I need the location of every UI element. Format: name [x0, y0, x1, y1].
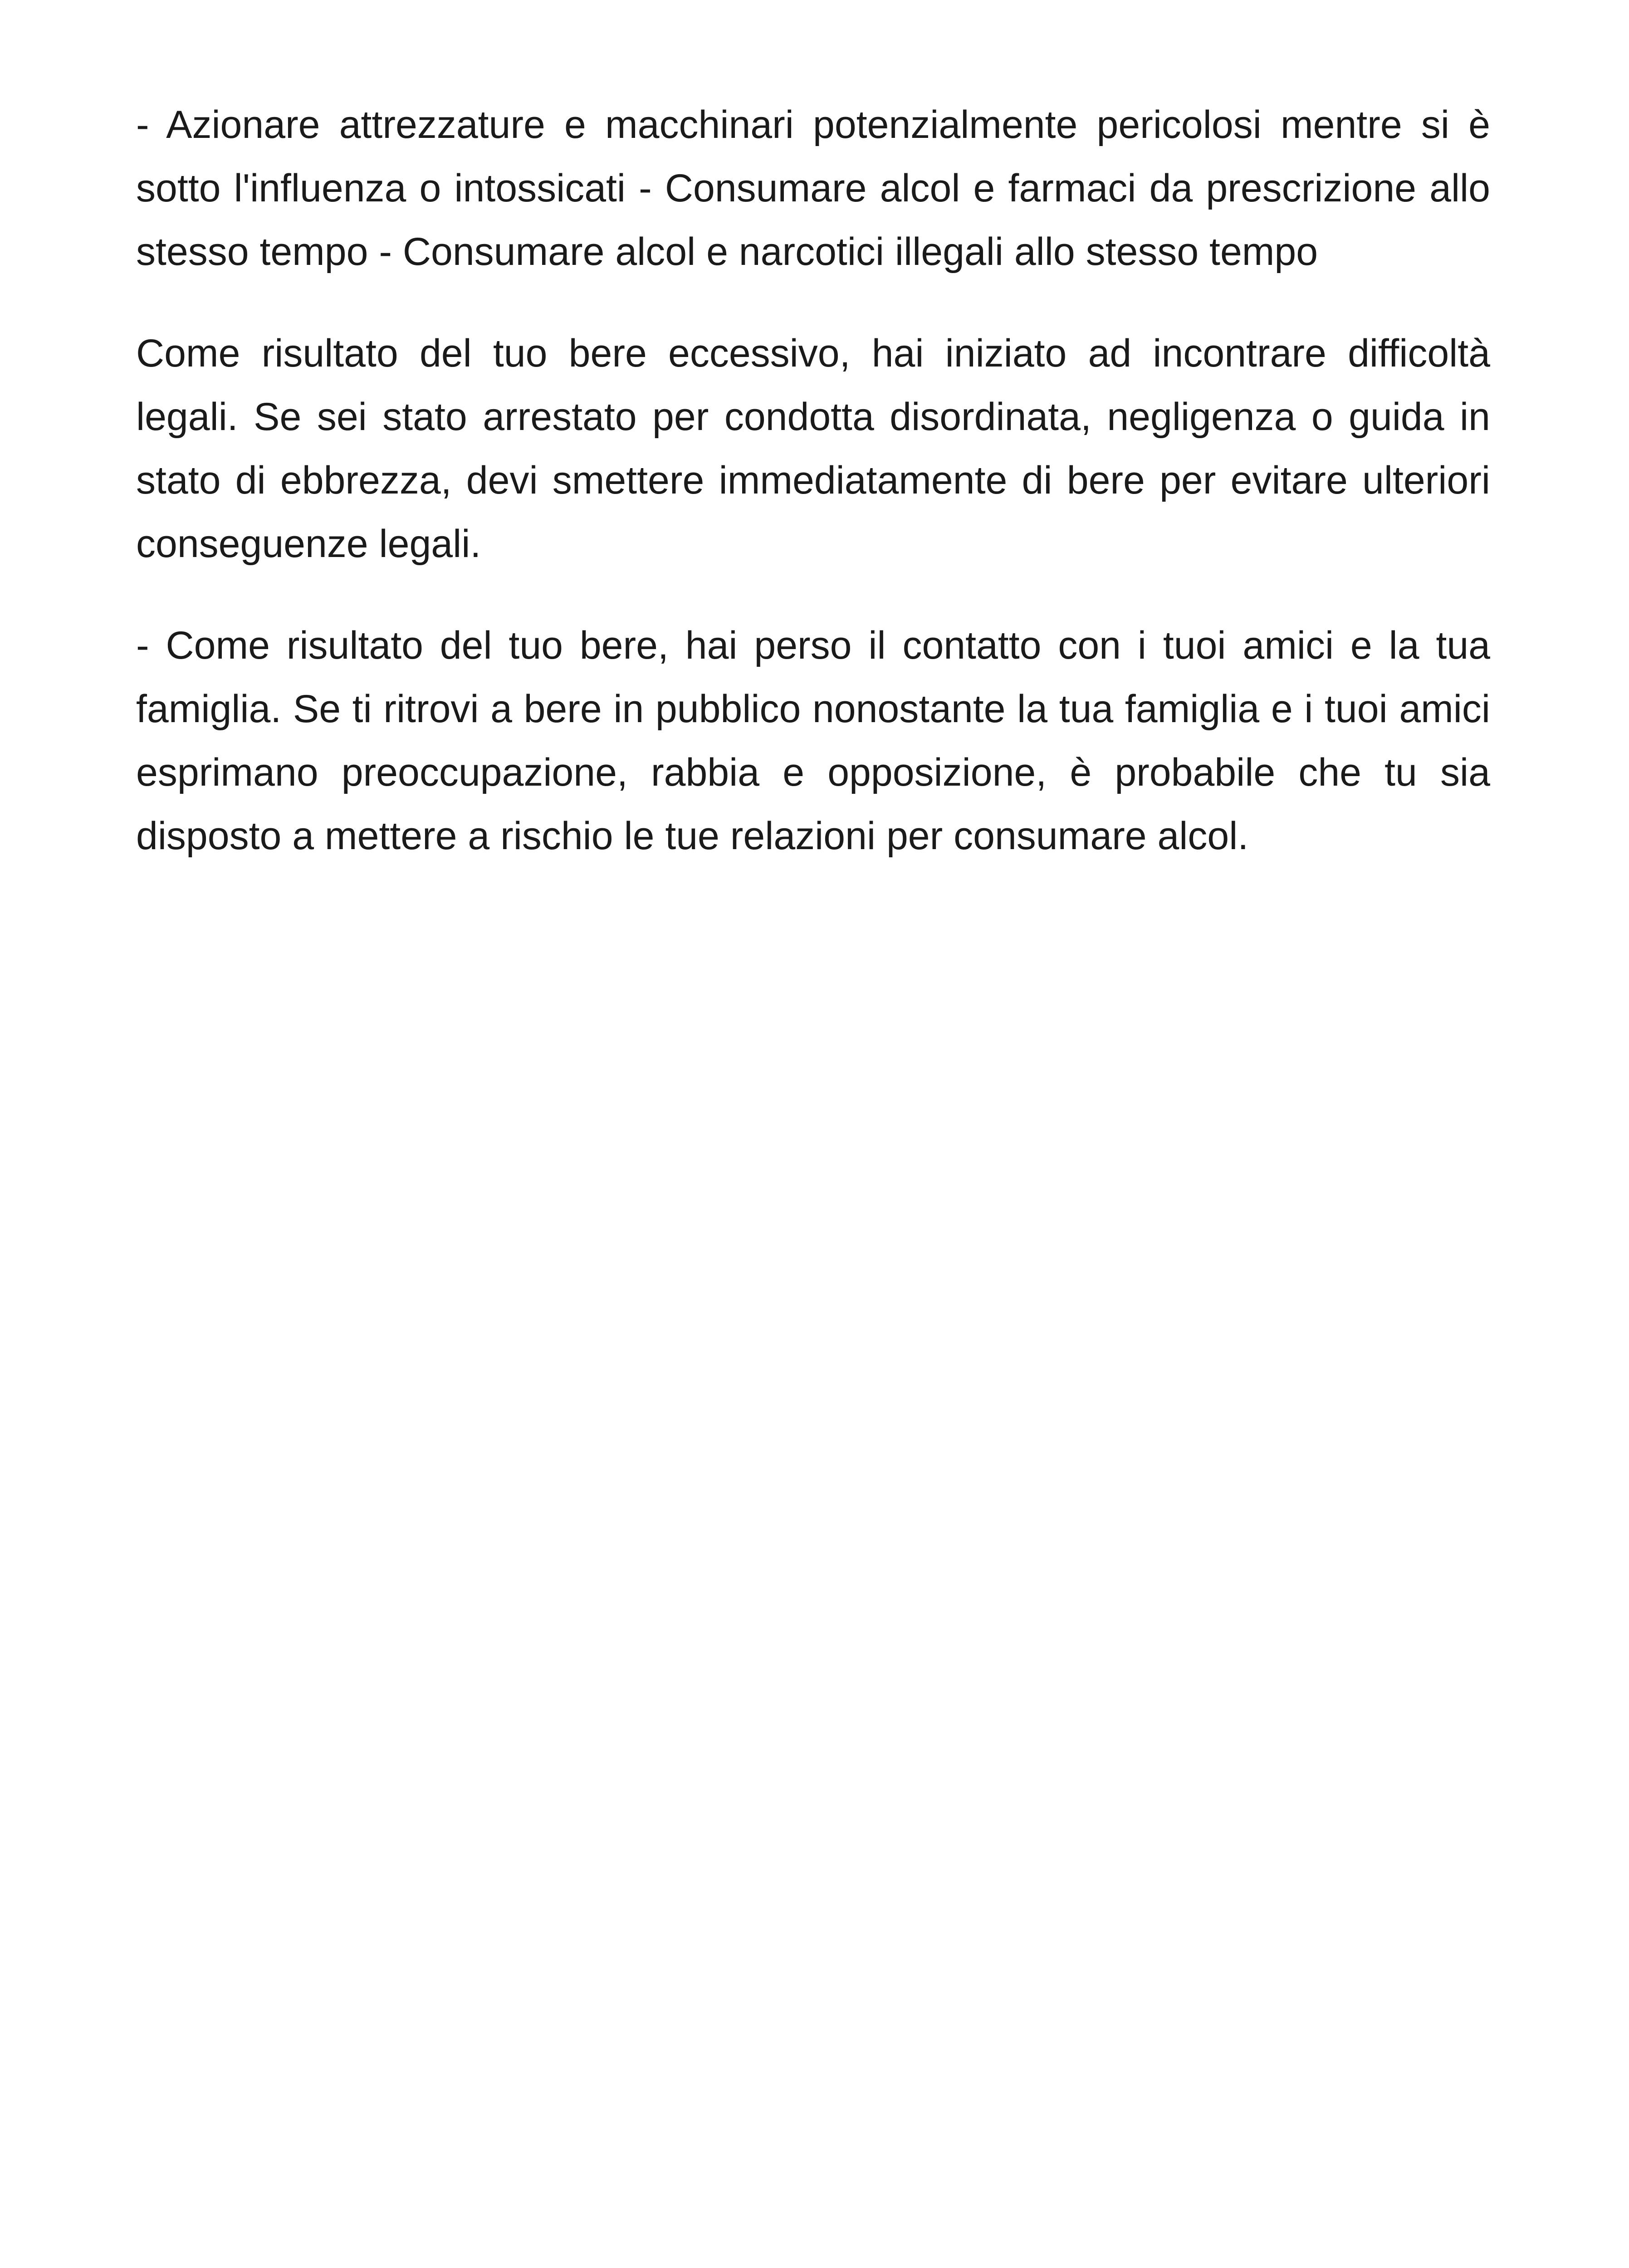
body-text [136, 93, 1490, 906]
paragraph-1: - Azionare attrezzature e macchinari potenzialmente pericolosi mentre si è sotto l'influenza o intossicati - Consumare alcol e farmaci da prescrizione allo stesso tempo - Consumare alcol e narcotici illegali allo stesso tempo [136, 103, 1490, 274]
paragraph-2: Come risultato del tuo bere eccessivo, hai iniziato ad incontrare difficoltà legali. Se sei stato arrestato per condotta disordinata, negligenza o guida in stato di ebbrezza, devi smettere immediatamente di bere per evitare ulteriori conseguenze legali. [136, 332, 1490, 566]
paragraph-3: - Come risultato del tuo bere, hai perso il contatto con i tuoi amici e la tua famiglia. Se ti ritrovi a bere in pubblico nonostante la tua famiglia e i tuoi amici esprimano preoccupazione, rabbia e opposizione, è probabile che tu sia disposto a mettere a rischio le tue relazioni per consumare alcol. [136, 624, 1490, 858]
